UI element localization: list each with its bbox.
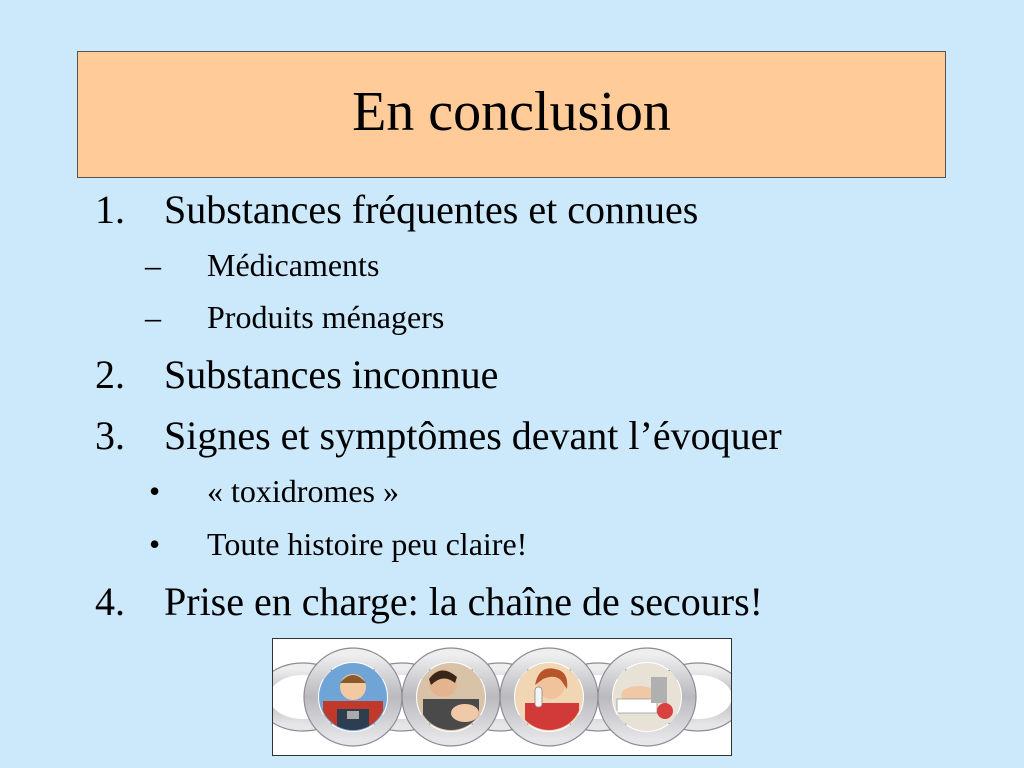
chain-of-survival-image	[272, 638, 732, 756]
list-item-text: Substances inconnue	[164, 352, 499, 397]
list-item-text: Signes et symptômes devant l’évoquer	[164, 413, 782, 458]
dash-marker: –	[145, 247, 161, 283]
list-number: 4.	[95, 579, 125, 624]
bullet-marker: •	[149, 473, 161, 509]
sub-list-item-text: Médicaments	[207, 247, 380, 283]
list-item-text: Substances fréquentes et connues	[164, 187, 699, 232]
sub-list-item-text: « toxidromes »	[207, 473, 399, 509]
list-number: 2.	[95, 352, 125, 397]
chain-of-survival-icon	[273, 639, 731, 755]
list-number: 1.	[95, 187, 125, 232]
slide-title: En conclusion	[352, 80, 671, 143]
title-box	[77, 51, 946, 178]
sub-list-item-text: Toute histoire peu claire!	[207, 526, 528, 562]
list-number: 3.	[95, 413, 125, 458]
dash-marker: –	[145, 299, 161, 335]
sub-list-item-text: Produits ménagers	[207, 299, 445, 335]
list-item-text: Prise en charge: la chaîne de secours!	[164, 579, 764, 624]
bullet-marker: •	[149, 526, 161, 562]
